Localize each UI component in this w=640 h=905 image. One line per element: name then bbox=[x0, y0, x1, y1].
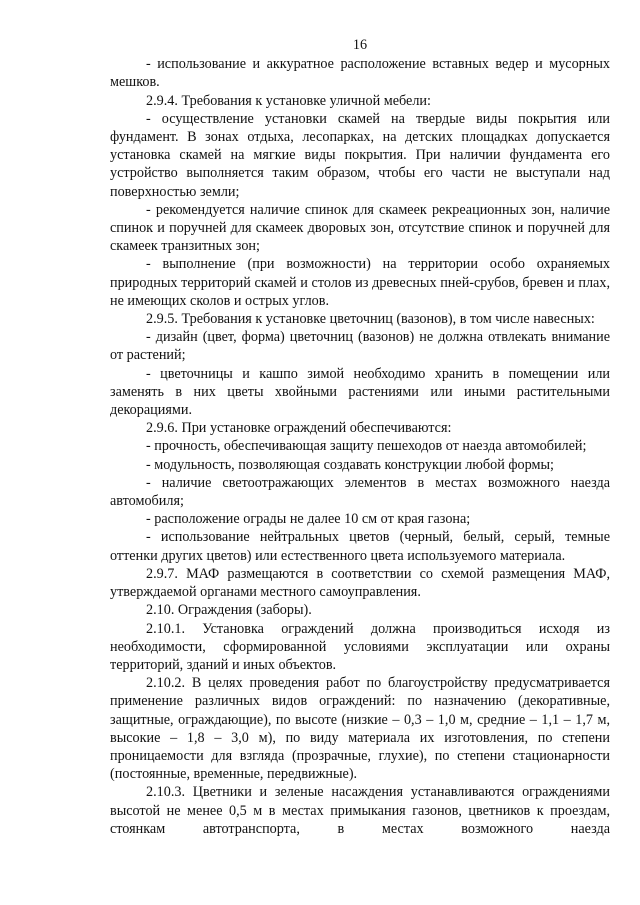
page-number: 16 bbox=[352, 37, 368, 53]
paragraph: - цветочницы и кашпо зимой необходимо хранить в помещении или заменять в них цветы хвойными растениями или иными растительными декорациями. bbox=[110, 365, 610, 419]
paragraph: - расположение ограды не далее 10 см от края газона; bbox=[146, 511, 471, 528]
paragraph: - осуществление установки скамей на твердые виды покрытия или фундамент. В зонах отдыха, лесопарках, на детских площадках допускается установка скамей на мягкие виды покрытия. При наличии фундамента его устройство выполняется таким образом, чтобы его части не выступали над поверхностью земли; bbox=[110, 110, 610, 200]
paragraph: 2.10.1. Установка ограждений должна производиться исходя из необходимости, сформированной условиями эксплуатации или охраны территорий, зданий и иных объектов. bbox=[110, 620, 610, 673]
paragraph: - рекомендуется наличие спинок для скамеек рекреационных зон, наличие спинок и поручней для скамеек дворовых зон, отсутствие спинок и поручней для скамеек транзитных зон; bbox=[110, 201, 610, 255]
paragraph: - прочность, обеспечивающая защиту пешеходов от наезда автомобилей; bbox=[146, 438, 587, 455]
paragraph: 2.9.6. При установке ограждений обеспечиваются: bbox=[146, 420, 452, 437]
paragraph: 2.9.4. Требования к установке уличной мебели: bbox=[146, 92, 431, 109]
paragraph: 2.10.2. В целях проведения работ по благоустройству предусматривается применение различных видов ограждений: по назначению (декоративные, защитные, ограждающие), по высоте (низкие – 0,3 – 1,0 м, средние – 1,1 – 1,7 м, высокие – 1,8 – 3,0 м), по виду материала их изготовления, по степени проницаемости для взгляда (прозрачные, глухие), по степени стационарности (постоянные, временные, передвижные). bbox=[110, 675, 610, 783]
paragraph: - выполнение (при возможности) на территории особо охраняемых природных территорий скамей и столов из древесных пней-срубов, бревен и плах, не имеющих сколов и острых углов. bbox=[110, 256, 610, 309]
paragraph: 2.9.5. Требования к установке цветочниц (вазонов), в том числе навесных: bbox=[146, 311, 595, 328]
paragraph: - модульность, позволяющая создавать конструкции любой формы; bbox=[146, 456, 554, 473]
paragraph: - использование нейтральных цветов (черный, белый, серый, темные оттенки других цветов) или естественного цвета используемого материала. bbox=[110, 529, 610, 564]
paragraph: - наличие светоотражающих элементов в местах возможного наезда автомобиля; bbox=[110, 474, 610, 510]
paragraph: - использование и аккуратное расположение вставных ведер и мусорных мешков. bbox=[110, 56, 610, 91]
paragraph: 2.10. Ограждения (заборы). bbox=[146, 602, 312, 619]
paragraph: - дизайн (цвет, форма) цветочниц (вазонов) не должна отвлекать внимание от растений; bbox=[110, 329, 610, 364]
document-page bbox=[110, 36, 610, 838]
paragraph: 2.10.3. Цветники и зеленые насаждения устанавливаются ограждениями высотой не менее 0,5 м в местах примыкания газонов, цветников к проездам, стоянкам автотранспорта, в местах возможного наезда bbox=[110, 784, 610, 837]
paragraph: 2.9.7. МАФ размещаются в соответствии со схемой размещения МАФ, утверждаемой органами местного самоуправления. bbox=[110, 565, 610, 601]
